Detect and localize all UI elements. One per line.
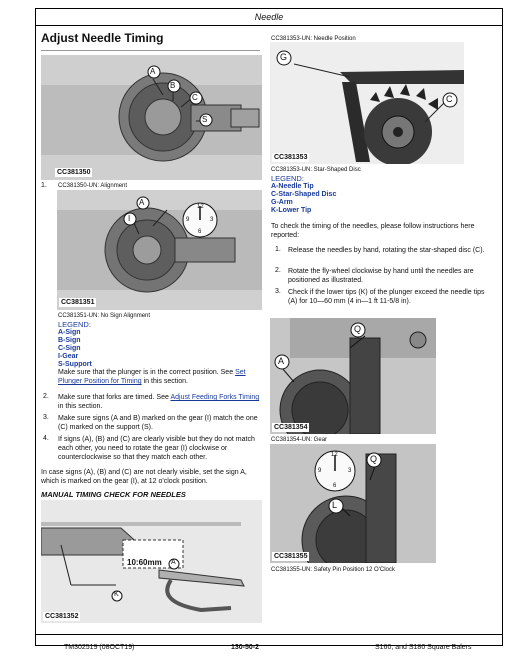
- no-sign-illustration: [57, 190, 262, 310]
- legend-item: K-Lower Tip: [271, 207, 312, 214]
- footer-page-number: 130-50-2: [231, 644, 260, 651]
- label-q: Q: [370, 454, 378, 464]
- footer-doc-id: TM302519 (08OCT19): [64, 644, 135, 651]
- label-i: I: [128, 214, 131, 223]
- right-step-2: Rotate the fly-wheel clockwise by hand until the needles are positioned as illustrated.: [288, 268, 474, 284]
- clock-9: 9: [318, 468, 322, 474]
- caption-gear: CC381354-UN: Gear: [271, 437, 328, 443]
- label-s: S: [202, 115, 208, 124]
- label-c: C: [446, 94, 453, 104]
- figure-id: CC381355: [274, 553, 308, 560]
- needle-position-illustration: [270, 42, 464, 164]
- caption-safety-pin: CC381355-UN: Safety Pin Position 12 O'Clock: [271, 567, 395, 573]
- page-header: [36, 9, 502, 26]
- clock-9: 9: [186, 217, 190, 223]
- label-a: A: [171, 559, 176, 566]
- legend-title: LEGEND:: [271, 174, 304, 183]
- clock-6: 6: [198, 229, 202, 235]
- label-k: K: [114, 591, 119, 598]
- clock-12: 12: [331, 452, 338, 458]
- figure-alignment: [41, 55, 262, 180]
- caption-no-sign: CC381351-UN: No Sign Alignment: [58, 313, 151, 319]
- legend-item: A-Sign: [58, 329, 81, 336]
- measure-label: 10:60mm: [127, 558, 162, 567]
- step-1: Make sure that the plunger is in the correct position. See Set Plunger Position for Timing in this section.: [58, 369, 246, 385]
- section-title: Adjust Needle Timing: [41, 31, 164, 45]
- label-a: A: [278, 356, 285, 366]
- figure-no-sign: [57, 190, 262, 310]
- legend-item: A-Needle Tip: [271, 183, 314, 190]
- header-title: Needle: [254, 12, 284, 22]
- intro-text: To check the timing of the needles, please follow instructions here reported:: [271, 223, 475, 239]
- figure-safety-pin: [270, 444, 436, 563]
- title-rule: [41, 50, 260, 51]
- safety-pin-illustration: [270, 444, 436, 563]
- legend-item: C-Sign: [58, 345, 81, 352]
- figure-id: CC381353: [274, 154, 308, 161]
- caption-needle-position: CC381353-UN: Needle Position: [271, 36, 356, 42]
- figure-manual-timing: [41, 500, 262, 623]
- step-3: Make sure signs (A and B) marked on the gear (I) match the one (C) marked on the support (S).: [58, 415, 258, 431]
- link-adjust-feeding-forks[interactable]: Adjust Feeding Forks Timing: [170, 394, 260, 401]
- legend-item: I-Gear: [58, 353, 79, 360]
- clock-3: 3: [210, 217, 214, 223]
- step-2: Make sure that forks are timed. See Adjust Feeding Forks Timing in this section.: [58, 394, 260, 410]
- figure-id: CC381350: [57, 169, 91, 176]
- label-l: L: [332, 500, 338, 510]
- link-set-plunger-position[interactable]: Set Plunger Position for Timing: [58, 369, 246, 385]
- legend-item: B-Sign: [58, 337, 81, 344]
- label-c: C: [192, 93, 198, 102]
- legend-title: LEGEND:: [58, 320, 91, 329]
- step-4: If signs (A), (B) and (C) are clearly visible but they do not match each other, you need to rotate the gear (I) clockwise or counterclockwise so that they match each other.: [58, 436, 255, 461]
- alignment-step-number: 1.: [41, 182, 47, 189]
- manual-timing-heading: MANUAL TIMING CHECK FOR NEEDLES: [41, 490, 186, 499]
- right-step-3: Check if the lower tips (K) of the plunger exceed the needle tips (A) for 10—60 mm (4 in—1 ft 11-5/8 in).: [288, 289, 485, 305]
- legend-item: S-Support: [58, 361, 92, 368]
- clock-3: 3: [348, 468, 352, 474]
- figure-id: CC381351: [61, 299, 95, 306]
- clock-6: 6: [333, 483, 337, 489]
- caption-alignment: CC381350-UN: Alignment: [58, 183, 128, 189]
- legend-item: G-Arm: [271, 199, 293, 206]
- label-q: Q: [354, 324, 362, 334]
- label-g: G: [280, 52, 288, 62]
- label-a: A: [150, 67, 156, 76]
- label-b: B: [170, 81, 176, 90]
- note-12-oclock: In case signs (A), (B) and (C) are not clearly visible, set the sign A, which is marked on the gear (I), at 12 o'clock position.: [41, 469, 247, 485]
- figure-id: CC381352: [45, 613, 79, 620]
- clock-12: 12: [197, 204, 204, 210]
- figure-gear: [270, 318, 436, 434]
- footer-divider: [36, 634, 502, 635]
- figure-id: CC381354: [274, 424, 308, 431]
- figure-needle-position: [270, 42, 464, 164]
- right-step-1: Release the needles by hand, rotating the star-shaped disc (C).: [288, 247, 485, 254]
- label-a: A: [139, 198, 145, 207]
- caption-star-disc: CC381353-UN: Star-Shaped Disc: [271, 167, 361, 173]
- footer-product: S160, and S180 Square Balers: [375, 644, 472, 651]
- legend-item: C-Star-Shaped Disc: [271, 191, 337, 198]
